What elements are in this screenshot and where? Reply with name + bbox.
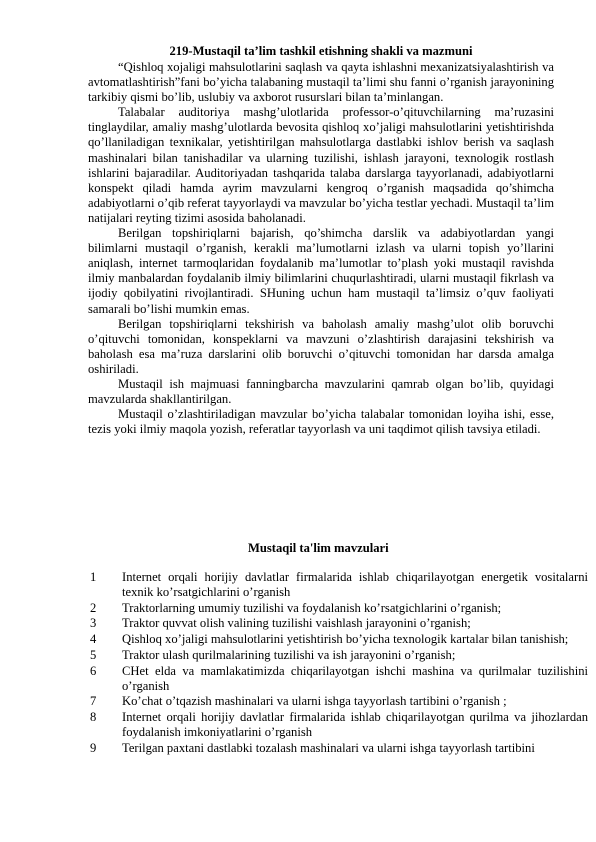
paragraph: Berilgan topshiriqlarni bajarish, qo’shimcha darslik va adabiyotlardan yangi bilimlarni mustaqil o’rganish, kerakli ma’lumotlarni izlash va ularni topish yo’llarini aniqlash, internet tarmoqlaridan foydalanib ma’lumotlar to’plash yoki mustaqil ravishda ilmiy manbalardan foydalanib ilmiy bilimlarini chuqurlashtiradi, ularni mustaqil fikrlash va ijodiy qobilyatini rivojlantiradi. SHuning uchun ham mustaqil ta’limsiz o’quv faoliyati samarali bo’lishi mumkin emas.: [88, 226, 554, 316]
list-item-text: Qishloq xo’jaligi mahsulotlarini yetishtirish bo’yicha texnologik kartalar bilan tanishish;: [122, 632, 569, 647]
list-item: [88, 648, 588, 663]
list-item-text: Ko’chat o’tqazish mashinalari va ularni ishga tayyorlash tartibini o’rganish ;: [122, 694, 507, 709]
list-item-number: 7: [90, 694, 97, 709]
list-item: [88, 632, 588, 647]
body-text: [88, 60, 554, 437]
list-item: [88, 741, 588, 756]
paragraph: Talabalar auditoriya mashg’ulotlarida professor-o’qituvchilarning ma’ruzasini tinglaydilar, amaliy mashg’ulotlarda bevosita qishloq xo’jaligi mahsulotlarini yetishtirishda qo’llaniladigan texnikalar, yetishtirilgan mahsulotlarga dastlabki ishlov berish va saqlash mashinalari bilan tanishadilar va ularning tuzilishi, ishlash jarayoni, texnologik rostlash ishlarini bajaradilar. Auditoriyadan tashqarida talaba darslarga tayyorlanadi, adabiyotlarni konspekt qiladi hamda ayrim mavzularni kengroq o’rganish maqsadida qo’shimcha adabiyotlarni o’qib referat tayyorlaydi va mavzular bo’yicha testlar yechadi. Mustaqil ta’lim natijalari reyting tizimi asosida baholanadi.: [88, 105, 554, 225]
list-item-number: 9: [90, 740, 97, 755]
list-item-text: Traktor ulash qurilmalarining tuzilishi va ish jarayonini o’rganish;: [122, 647, 456, 662]
list-item-text: Internet orqali horijiy davlatlar firmalarida ishlab chiqarilayotgan qurilma va jihozlardan foydalanish imkoniyatlarini o’rganish: [122, 710, 588, 740]
list-item: [88, 601, 588, 616]
paragraph: Berilgan topshiriqlarni tekshirish va baholash amaliy mashg’ulot olib boruvchi o’qituvchi tomonidan, konspeklarni va mavzuni o’zlashtirish darajasini tekshirish va baholash esa ma’ruza darslarini olib boruvchi o’qituvchi tomonidan har darsda amalga oshiriladi.: [88, 316, 554, 376]
list-item-text: Terilgan paxtani dastlabki tozalash mashinalari va ularni ishga tayyorlash tartibini: [122, 740, 535, 755]
paragraph: Mustaqil ish majmuasi fanningbarcha mavzularini qamrab olgan bo’lib, quyidagi mavzularda shakllantirilgan.: [88, 376, 554, 407]
list-item-text: CHet elda va mamlakatimizda chiqarilayotgan ishchi mashina va qurilmalar tuzilishini o’rganish: [122, 663, 588, 693]
topics-list: [88, 570, 588, 756]
list-item-number: 4: [90, 632, 97, 647]
list-item-number: 6: [90, 663, 97, 678]
list-item-number: 5: [90, 647, 97, 662]
list-item-text: Traktor quvvat olish valining tuzilishi vaishlash jarayonini o’rganish;: [122, 616, 471, 631]
list-item-text: Traktorlarning umumiy tuzilishi va foydalanish ko’rsatgichlarini o’rganish;: [122, 600, 502, 615]
list-item-text: Internet orqali horijiy davlatlar firmalarida ishlab chiqarilayotgan energetik vositalarni texnik ko’rsatgichlarini o’rganish: [122, 570, 588, 600]
list-item: [88, 570, 588, 600]
list-item: [88, 694, 588, 709]
list-item: [88, 710, 588, 740]
paragraph: Mustaqil o’zlashtiriladigan mavzular bo’yicha talabalar tomonidan loyiha ishi, esse, tezis yoki ilmiy maqola yozish, referatlar tayyorlash va uni taqdimot qilish tavsiya etiladi.: [88, 407, 554, 437]
list-item: [88, 664, 588, 694]
paragraph: “Qishloq xojaligi mahsulotlarini saqlash va qayta ishlashni mexanizatsiyalashtirish va avtomatlashtirish”fani bo’yicha talabaning mustaqil ta’limi shu fanni o’rganish jarayonining tarkibiy qismi bo’lib, uslubiy va axborot rusurslari bilan ta’minlangan.: [88, 60, 554, 105]
list-item-number: 1: [90, 570, 97, 584]
list-item-number: 3: [90, 616, 97, 631]
list-item-number: 2: [90, 600, 97, 615]
list-item: [88, 616, 588, 631]
list-item-number: 8: [90, 710, 97, 724]
document-title: 219-Mustaqil ta’lim tashkil etishning shakli va mazmuni: [169, 44, 473, 58]
topics-heading: Mustaqil ta'lim mavzulari: [248, 541, 389, 555]
